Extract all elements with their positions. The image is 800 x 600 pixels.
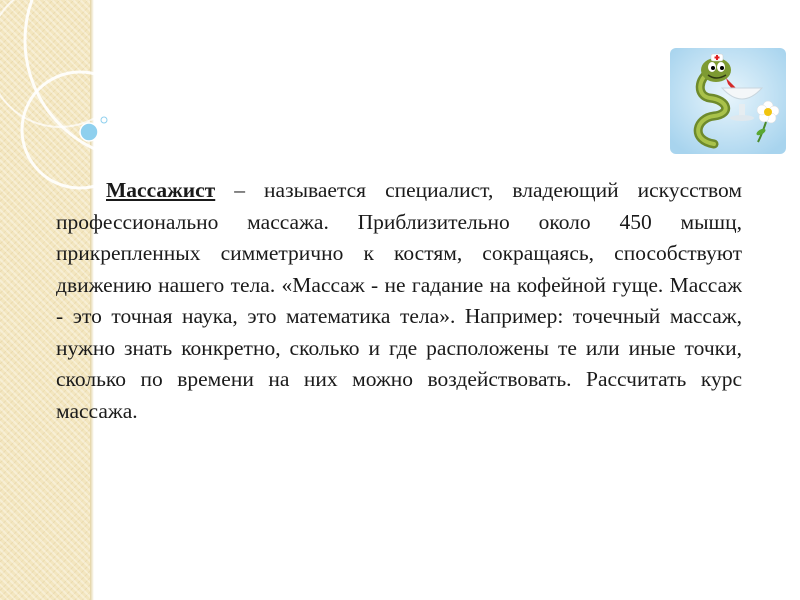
definition-paragraph [56, 175, 742, 427]
definition-body: – называется специалист, владеющий искусством профессионально массажа. Приблизительно около 450 мышц, прикрепленных симметрично к костям, сокращаясь, способствуют движению нашего тела. «Массаж - не гадание на кофейной гуще. Массаж - это точная наука, это математика тела». Например: точечный массаж, нужно знать конкретно, сколько и где расположены те или иные точки, сколько по времени на них можно воздействовать. Рассчитать курс массажа. [56, 178, 742, 423]
main-text-block [56, 175, 742, 427]
decor-bubble-small [101, 117, 107, 123]
decor-bubble-large [80, 123, 98, 141]
decor-circle-large [25, 0, 265, 160]
snake-bowl-medical-icon [670, 48, 786, 154]
term-massagist: Массажист [106, 178, 216, 202]
decor-circle-arc [0, 0, 132, 127]
